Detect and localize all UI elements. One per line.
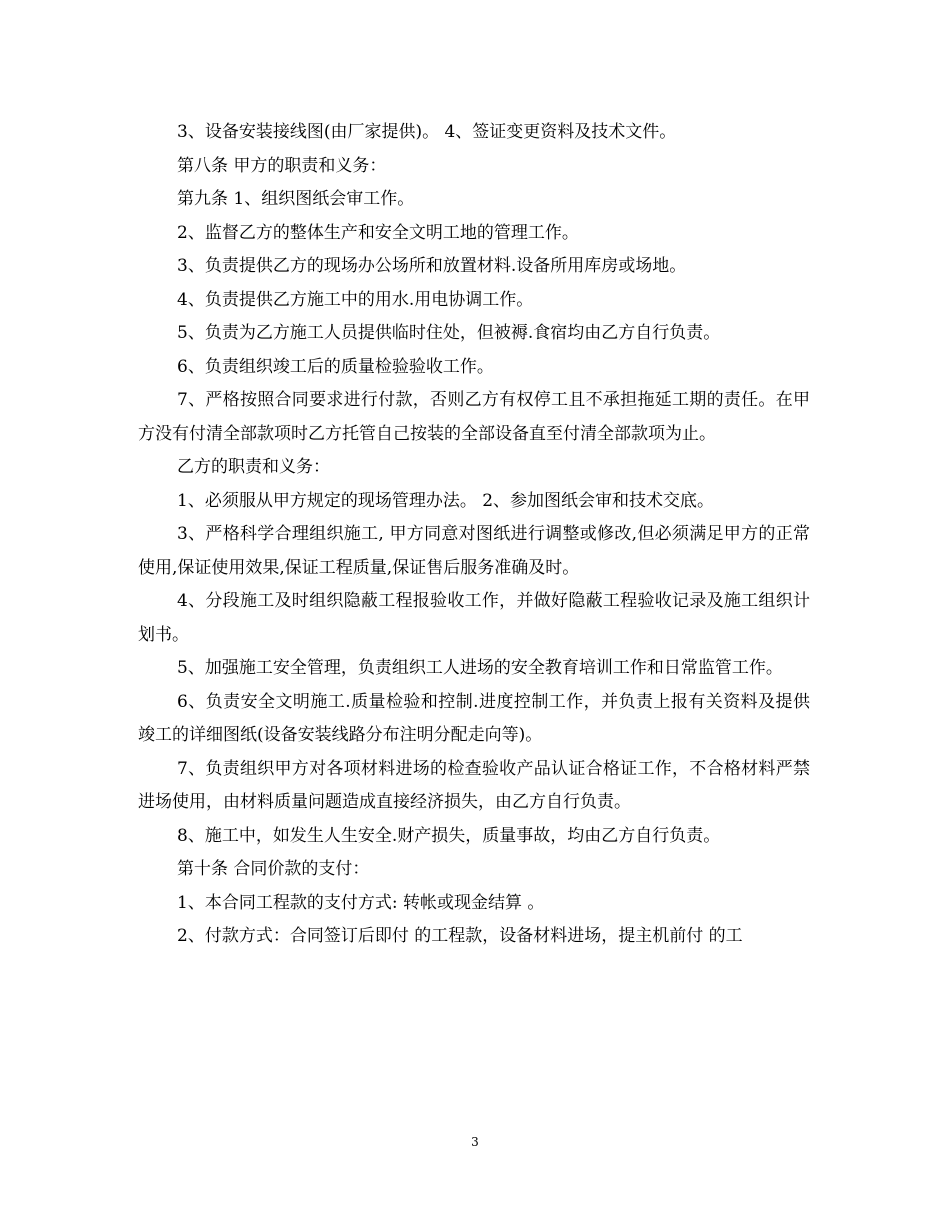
- paragraph: 4、负责提供乙方施工中的用水.用电协调工作。: [177, 289, 534, 310]
- paragraph: 1、本合同工程款的支付方式: 转帐或现金结算 。: [177, 892, 545, 913]
- paragraph: 第八条 甲方的职责和义务：: [177, 155, 387, 176]
- paragraph: 4、分段施工及时组织隐蔽工程报验收工作，并做好隐蔽工程验收记录及施工组织计划书。: [138, 591, 810, 645]
- paragraph: 8、施工中，如发生人生安全.财产损失，质量事故，均由乙方自行负责。: [177, 825, 721, 846]
- paragraph: 6、负责安全文明施工.质量检验和控制.进度控制工作，并负责上报有关资料及提供竣工的详细图纸(设备安装线路分布注明分配走向等)。: [138, 691, 810, 745]
- paragraph: 7、负责组织甲方对各项材料进场的检查验收产品认证合格证工作，不合格材料严禁进场使用，由材料质量问题造成直接经济损失，由乙方自行负责。: [138, 758, 810, 812]
- paragraph: 第九条 1、组织图纸会审工作。: [177, 189, 415, 209]
- paragraph: 3、设备安装接线图(由厂家提供)。 4、签证变更资料及技术文件。: [177, 122, 677, 142]
- document-body: [138, 116, 810, 954]
- paragraph: 3、严格科学合理组织施工, 甲方同意对图纸进行调整或修改,但必须满足甲方的正常使用,保证使用效果,保证工程质量,保证售后服务准确及时。: [138, 524, 810, 578]
- paragraph: 5、负责为乙方施工人员提供临时住处，但被褥.食宿均由乙方自行负责。: [177, 323, 721, 343]
- paragraph: 3、负责提供乙方的现场办公场所和放置材料.设备所用库房或场地。: [177, 256, 687, 276]
- paragraph: 第十条 合同价款的支付：: [177, 859, 370, 879]
- paragraph: 2、付款方式：合同签订后即付 的工程款，设备材料进场，提主机前付 的工: [177, 926, 743, 946]
- paragraph: 6、负责组织竣工后的质量检验验收工作。: [177, 356, 494, 377]
- paragraph: 5、加强施工安全管理，负责组织工人进场的安全教育培训工作和日常监管工作。: [177, 658, 783, 678]
- paragraph: 2、监督乙方的整体生产和安全文明工地的管理工作。: [177, 222, 579, 243]
- paragraph: 乙方的职责和义务：: [177, 457, 330, 477]
- paragraph: 1、必须服从甲方规定的现场管理办法。 2、参加图纸会审和技术交底。: [177, 490, 715, 511]
- page-number: 3: [471, 1135, 479, 1149]
- paragraph: 7、严格按照合同要求进行付款，否则乙方有权停工且不承担拖延工期的责任。在甲方没有付清全部款项时乙方托管自己按装的全部设备直至付清全部款项为止。: [138, 390, 810, 444]
